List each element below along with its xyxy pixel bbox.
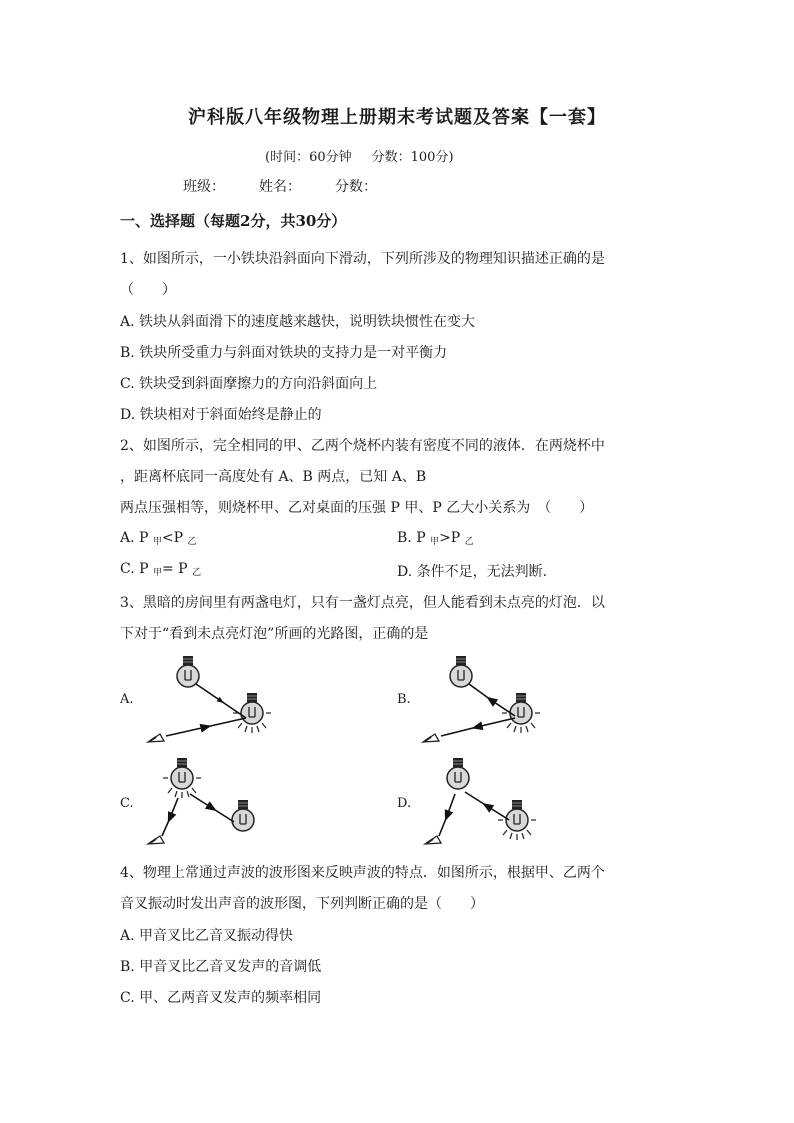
section-heading: 一、选择题（每题2分，共30分）: [120, 212, 347, 230]
q2-option-c: C. P $_甲$= P $_乙$: [120, 561, 202, 578]
q3-figure-a: [140, 648, 280, 748]
class-label: 班级：: [183, 179, 225, 195]
light-ray: [190, 794, 234, 822]
q4-option-c: C. 甲、乙两音叉发声的频率相同: [120, 990, 322, 1006]
q1-option-a: A. 铁块从斜面滑下的速度越来越快，说明铁块惯性在变大: [120, 314, 476, 330]
unlit-bulb-icon: [232, 800, 254, 831]
lit-bulb-icon: [502, 693, 540, 733]
q4-stem-line2: 音叉振动时发出声音的波形图，下列判断正确的是（ ）: [120, 896, 484, 912]
total-score: 分数：100分): [371, 150, 454, 165]
q3-figure-c: [140, 752, 280, 852]
q3-stem-line1: 3、黑暗的房间里有两盏电灯，只有一盏灯点亮，但人能看到未点亮的灯泡．以: [120, 595, 605, 611]
q3-figure-b: [413, 648, 553, 748]
score-label: 分数：: [335, 179, 377, 195]
q3-label-d: D.: [397, 796, 412, 811]
light-ray: [166, 718, 246, 736]
q3-label-b: B.: [397, 692, 411, 707]
q3-stem-line2: 下对于“看到未点亮灯泡”所画的光路图，正确的是: [120, 626, 429, 642]
q2-option-a: A. P $_甲$<P $_乙$: [120, 530, 197, 547]
q4-stem-line1: 4、物理上常通过声波的波形图来反映声波的特点．如图所示，根据甲、乙两个: [120, 865, 605, 881]
unlit-bulb-icon: [450, 656, 472, 687]
light-ray: [162, 798, 178, 836]
q2-stem-line3: 两点压强相等，则烧杯甲、乙对桌面的压强 P 甲、P 乙大小关系为 （ ）: [120, 500, 594, 516]
light-ray: [441, 718, 515, 736]
q2-option-b: B. P $_甲$>P $_乙$: [397, 530, 474, 547]
page-title: 沪科版八年级物理上册期末考试题及答案【一套】: [188, 107, 606, 128]
exam-meta: [265, 146, 474, 165]
q1-option-d: D. 铁块相对于斜面始终是静止的: [120, 407, 322, 423]
q1-option-c: C. 铁块受到斜面摩擦力的方向沿斜面向上: [120, 376, 378, 392]
lit-bulb-icon: [498, 800, 536, 840]
q1-stem: 1、如图所示，一小铁块沿斜面向下滑动，下列所涉及的物理知识描述正确的是: [120, 251, 605, 267]
eye-icon: [148, 836, 164, 844]
q2-option-d: D. 条件不足，无法判断.: [397, 564, 548, 580]
unlit-bulb-icon: [447, 758, 469, 789]
light-ray: [196, 684, 246, 718]
q1-blank: （ ）: [120, 282, 176, 298]
name-label: 姓名：: [259, 179, 301, 195]
time-limit: (时间：60分钟: [265, 150, 352, 165]
q4-option-a: A. 甲音叉比乙音叉振动得快: [120, 928, 294, 944]
unlit-bulb-icon: [177, 656, 199, 687]
q2-stem-line2: ，距离杯底同一高度处有 A、B 两点，已知 A、B: [120, 469, 427, 485]
light-ray: [469, 684, 515, 716]
eye-icon: [423, 734, 439, 742]
lit-bulb-icon: [163, 758, 201, 798]
eye-icon: [148, 734, 164, 742]
q4-option-b: B. 甲音叉比乙音叉发声的音调低: [120, 959, 322, 975]
eye-icon: [425, 836, 441, 844]
q3-figure-d: [413, 752, 553, 852]
light-ray: [465, 792, 509, 820]
q3-label-c: C.: [120, 796, 134, 811]
q2-stem-line1: 2、如图所示，完全相同的甲、乙两个烧杯内装有密度不同的液体．在两烧杯中: [120, 438, 605, 454]
light-ray: [439, 794, 455, 836]
q1-option-b: B. 铁块所受重力与斜面对铁块的支持力是一对平衡力: [120, 345, 448, 361]
q3-label-a: A.: [120, 692, 134, 707]
student-info: [183, 176, 411, 196]
